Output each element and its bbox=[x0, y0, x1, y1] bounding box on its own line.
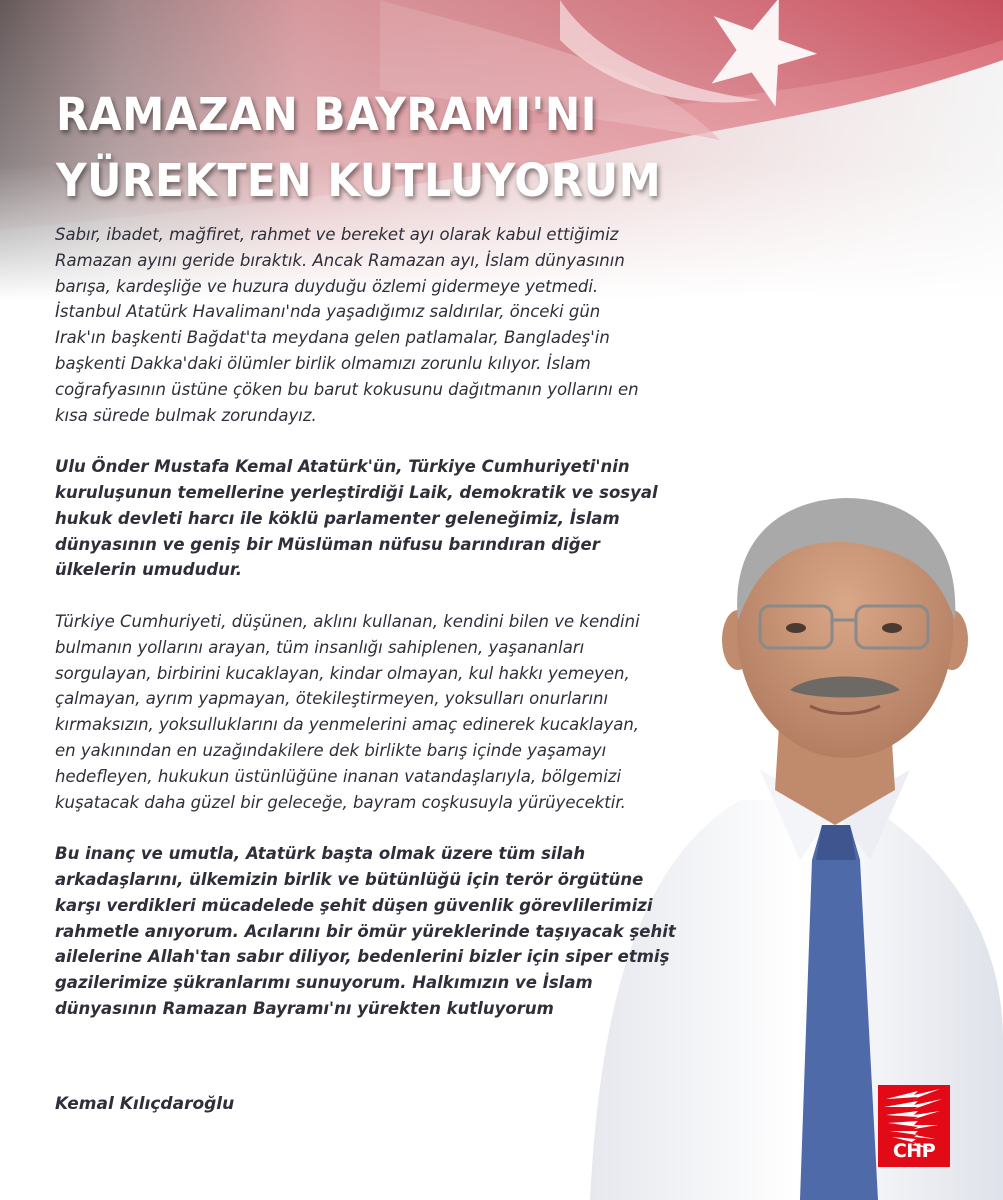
text-line: Bu inanç ve umutla, Atatürk başta olmak üzere tüm silah bbox=[55, 844, 586, 864]
text-line: kuşatacak daha güzel bir geleceğe, bayram coşkusuyla yürüyecektir. bbox=[55, 792, 626, 812]
headline-line: RAMAZAN BAYRAMI'NI bbox=[56, 88, 597, 141]
paragraph bbox=[55, 222, 715, 428]
chp-logo bbox=[878, 1085, 950, 1167]
paragraph bbox=[55, 609, 715, 815]
text-line: Sabır, ibadet, mağfiret, rahmet ve bereket ayı olarak kabul ettiğimiz bbox=[55, 225, 619, 244]
text-line: arkadaşlarını, ülkemizin birlik ve bütünlüğü için terör örgütüne bbox=[55, 869, 644, 889]
text-line: Ramazan ayını geride bıraktık. Ancak Ramazan ayı, İslam dünyasının bbox=[55, 250, 625, 270]
text-line: sorgulayan, birbirini kucaklayan, kindar olmayan, kul hakkı yemeyen, bbox=[55, 663, 630, 683]
text-line: dünyasının Ramazan Bayramı'nı yürekten kutluyorum bbox=[55, 998, 554, 1018]
headline-line: YÜREKTEN KUTLUYORUM bbox=[56, 154, 662, 207]
text-line: Türkiye Cumhuriyeti, düşünen, aklını kullanan, kendini bilen ve kendini bbox=[55, 611, 640, 631]
message-body bbox=[55, 222, 715, 1048]
text-line: kırmaksızın, yoksulluklarını da yenmelerini amaç edinerek kucaklayan, bbox=[55, 715, 640, 735]
text-line: karşı verdikleri mücadelede şehit düşen güvenlik görevlilerimizi bbox=[55, 895, 653, 915]
text-line: kuruluşunun temellerine yerleştirdiği Laik, demokratik ve sosyal bbox=[55, 482, 658, 502]
text-line: Irak'ın başkenti Bağdat'ta meydana gelen patlamalar, Bangladeş'in bbox=[55, 328, 610, 348]
text-line: gazilerimize şükranlarımı sunuyorum. Halkımızın ve İslam bbox=[55, 973, 593, 993]
text-line: en yakınından en uzağındakilere dek birlikte barış içinde yaşamayı bbox=[55, 740, 607, 760]
text-line: coğrafyasının üstüne çöken bu barut kokusunu dağıtmanın yollarını en bbox=[55, 379, 639, 399]
signature: Kemal Kılıçdaroğlu bbox=[55, 1094, 235, 1114]
text-line: rahmetle anıyorum. Acılarını bir ömür yüreklerinde taşıyacak şehit bbox=[55, 921, 676, 941]
logo-text: CHP bbox=[892, 1140, 936, 1162]
text-line: çalmayan, ayrım yapmayan, ötekileştirmeyen, yoksulları onurlarını bbox=[55, 689, 609, 709]
text-line: bulmanın yollarını arayan, tüm insanlığı sahiplenen, yaşananları bbox=[55, 637, 585, 657]
paragraph bbox=[55, 841, 715, 1022]
text-line: ülkelerin umududur. bbox=[55, 560, 242, 580]
headline bbox=[56, 82, 661, 214]
text-line: barışa, kardeşliğe ve huzura duyduğu özlemi gidermeye yetmedi. bbox=[55, 276, 599, 296]
text-line: dünyasının ve geniş bir Müslüman nüfusu barındıran diğer bbox=[55, 534, 600, 554]
text-line: kısa sürede bulmak zorundayız. bbox=[55, 405, 317, 425]
text-line: başkenti Dakka'daki ölümler birlik olmamızı zorunlu kılıyor. İslam bbox=[55, 353, 591, 373]
text-line: İstanbul Atatürk Havalimanı'nda yaşadığımız saldırılar, önceki gün bbox=[55, 302, 601, 322]
text-line: hedefleyen, hukukun üstünlüğüne inanan vatandaşlarıyla, bölgemizi bbox=[55, 766, 622, 786]
text-line: Ulu Önder Mustafa Kemal Atatürk'ün, Türkiye Cumhuriyeti'nin bbox=[55, 457, 630, 477]
text-line: hukuk devleti harcı ile köklü parlamenter geleneğimiz, İslam bbox=[55, 508, 620, 528]
paragraph bbox=[55, 454, 715, 583]
text-line: ailelerine Allah'tan sabır diliyor, bedenlerini bizler için siper etmiş bbox=[55, 947, 670, 967]
